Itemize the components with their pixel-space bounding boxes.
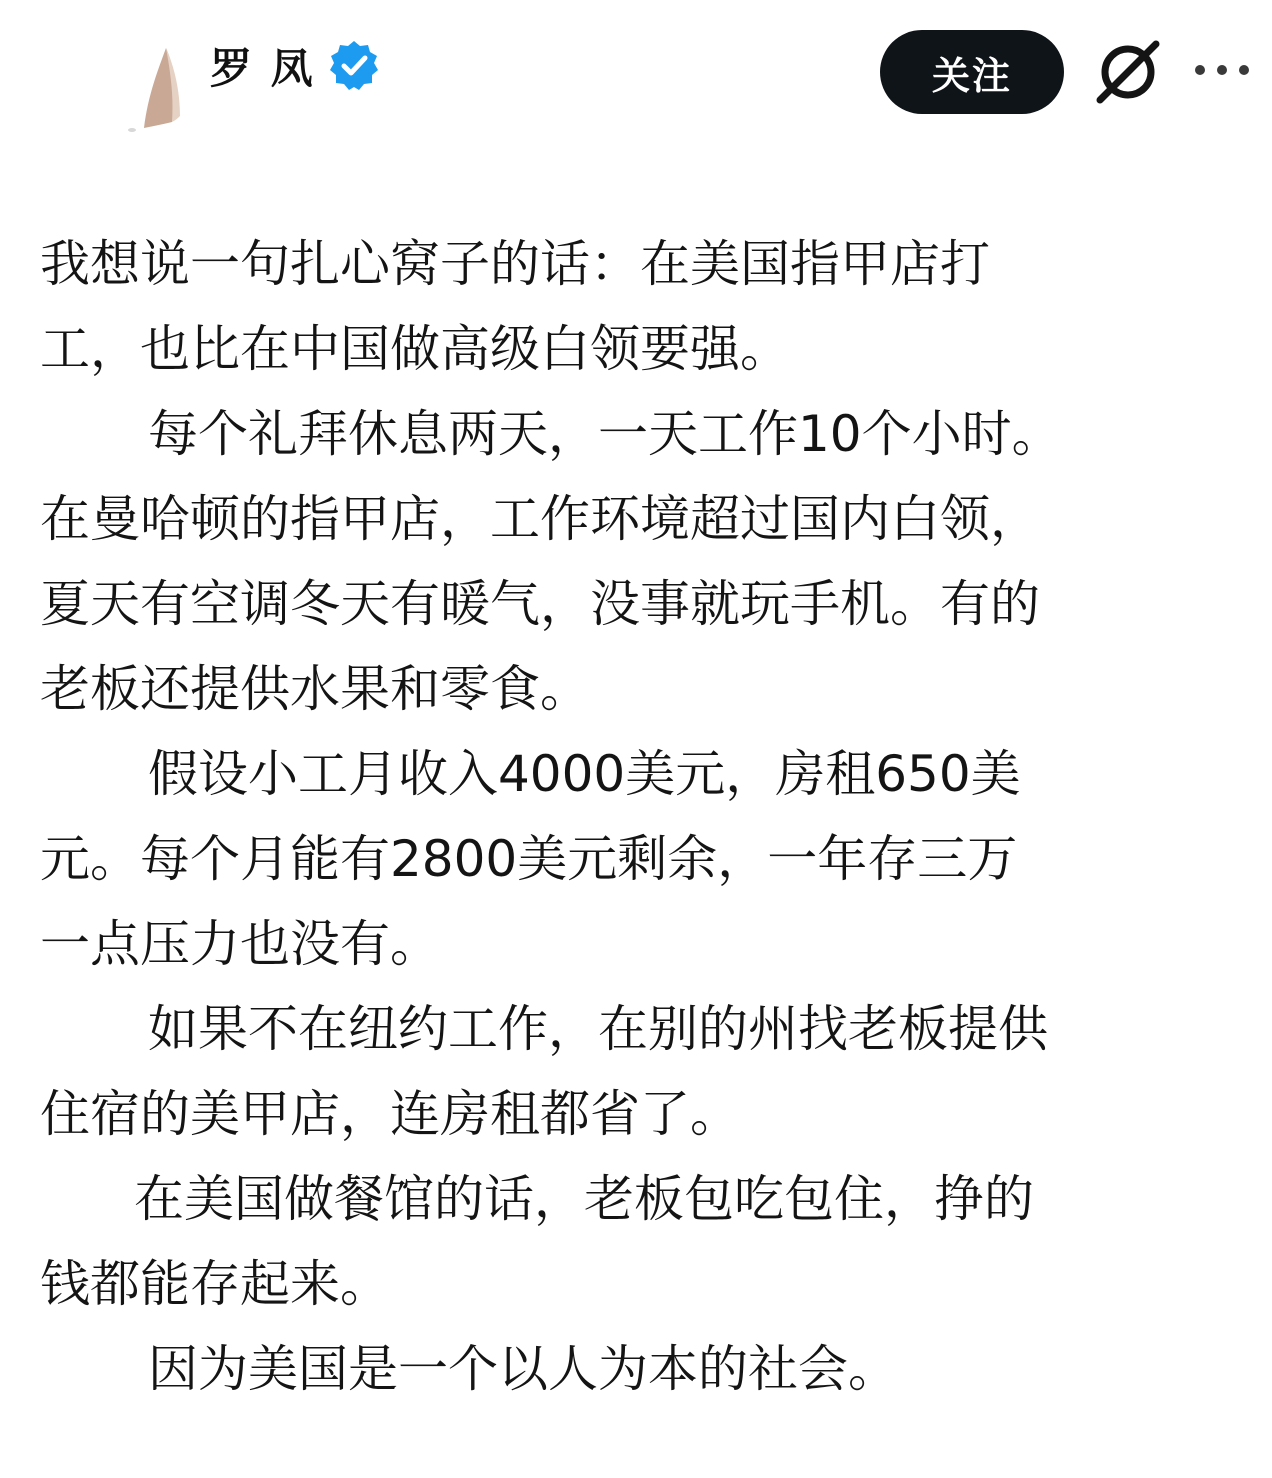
- avatar[interactable]: [128, 40, 200, 132]
- post-header: [0, 0, 1272, 170]
- post-line: 如果不在纽约工作，在别的州找老板提供: [148, 1000, 1048, 1058]
- post-line: 每个礼拜休息两天，一天工作10个小时。: [148, 405, 1062, 463]
- post-line: 元。每个月能有2800美元剩余，一年存三万: [40, 830, 1018, 888]
- more-dots-icon[interactable]: [1190, 48, 1254, 92]
- post-line: 在曼哈顿的指甲店，工作环境超过国内白领，: [40, 490, 1040, 548]
- verified-badge-icon: [327, 39, 381, 93]
- post-line: 住宿的美甲店，连房租都省了。: [40, 1085, 740, 1143]
- grok-slash-icon[interactable]: [1092, 36, 1164, 108]
- post-text: [40, 222, 1240, 1412]
- post-line: 一点压力也没有。: [40, 915, 440, 973]
- post-line: 老板还提供水果和零食。: [40, 660, 590, 718]
- post-line: 工，也比在中国做高级白领要强。: [40, 320, 790, 378]
- username-row: [210, 36, 381, 96]
- username[interactable]: 罗 凤: [210, 44, 315, 93]
- post-line: 我想说一句扎心窝子的话：在美国指甲店打: [40, 235, 990, 293]
- follow-button[interactable]: 关注: [880, 30, 1064, 114]
- post-line: 夏天有空调冬天有暖气，没事就玩手机。有的: [40, 575, 1040, 633]
- post-line: 钱都能存起来。: [40, 1255, 390, 1313]
- post-line: 因为美国是一个以人为本的社会。: [148, 1340, 898, 1398]
- post-line: 在美国做餐馆的话，老板包吃包住，挣的: [134, 1170, 1034, 1228]
- post-line: 假设小工月收入4000美元，房租650美: [148, 745, 1021, 803]
